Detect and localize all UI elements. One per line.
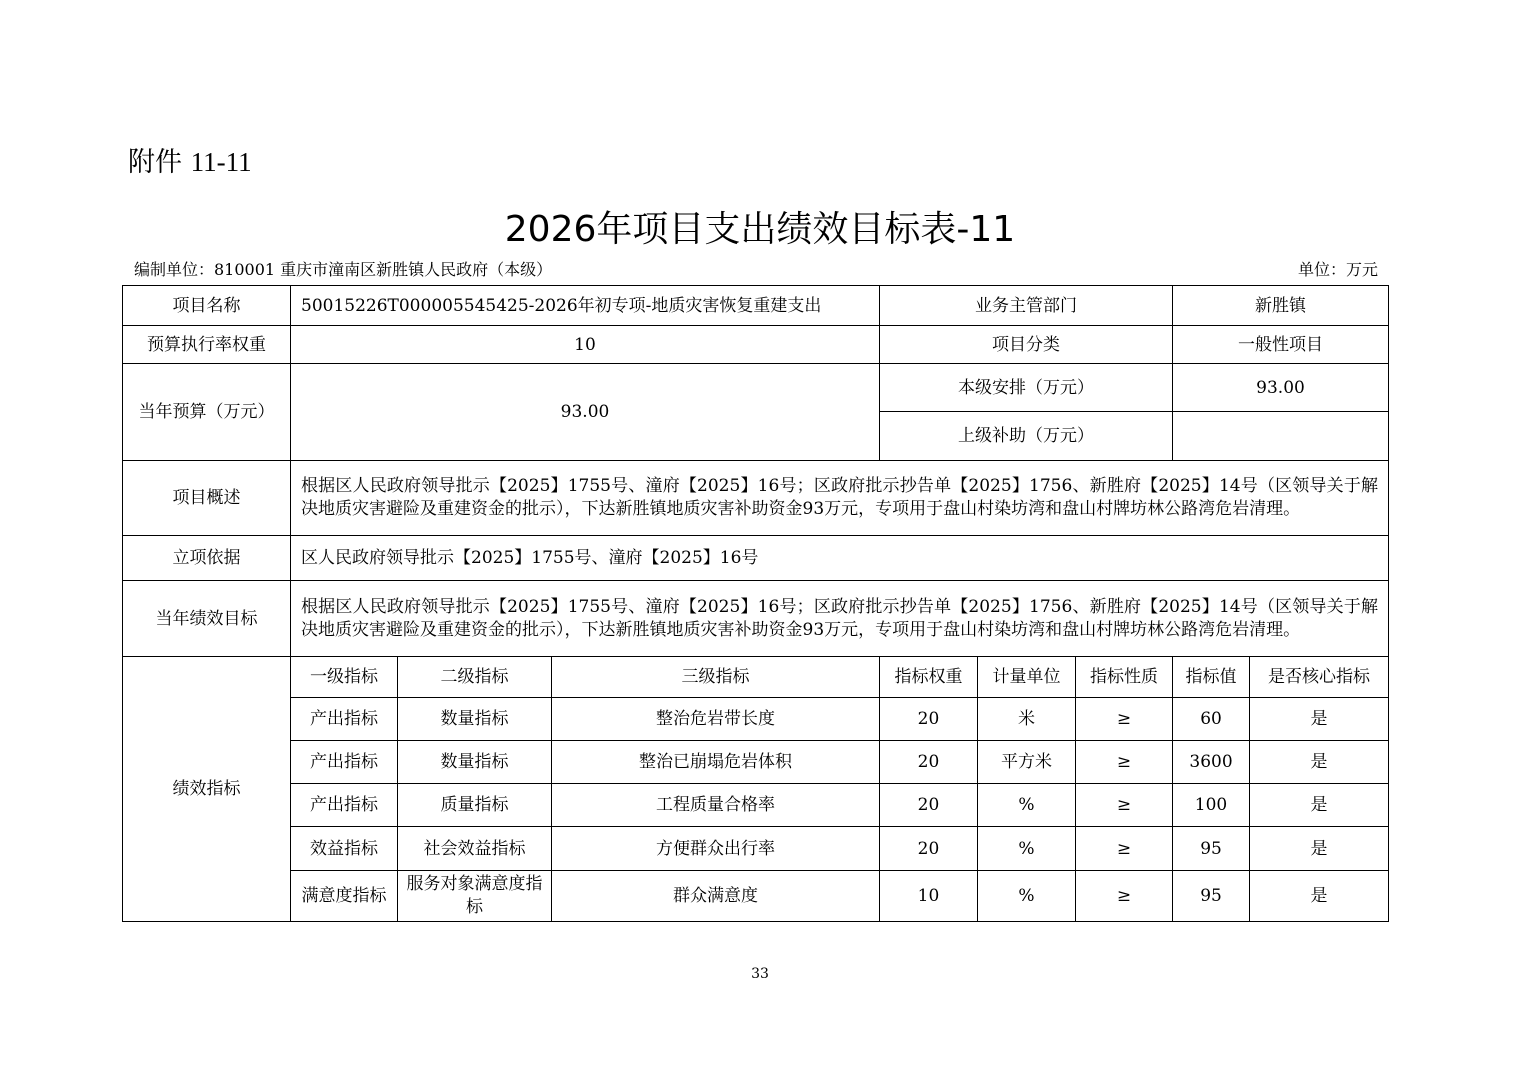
indicator-cell: 满意度指标	[291, 871, 398, 922]
header-cell: 计量单位	[978, 657, 1076, 698]
indicator-header-row	[123, 657, 1389, 698]
superior-label: 上级补助（万元）	[880, 412, 1173, 461]
indicator-cell: 是	[1250, 741, 1389, 784]
header-cell: 指标权重	[880, 657, 978, 698]
indicator-cell: 20	[880, 784, 978, 827]
indicator-cell: 服务对象满意度指标	[398, 871, 552, 922]
indicator-cell: 100	[1173, 784, 1250, 827]
header-cell: 是否核心指标	[1250, 657, 1389, 698]
category-label: 项目分类	[880, 326, 1173, 364]
goal-label: 当年绩效目标	[123, 581, 291, 657]
performance-table	[122, 285, 1389, 922]
row-budget	[123, 364, 1389, 412]
indicator-cell: 产出指标	[291, 741, 398, 784]
indicator-cell: %	[978, 871, 1076, 922]
indicator-cell: 数量指标	[398, 698, 552, 741]
indicator-cell: 社会效益指标	[398, 827, 552, 871]
dept-label: 业务主管部门	[880, 286, 1173, 326]
indicator-row	[123, 871, 1389, 922]
indicator-cell: 95	[1173, 827, 1250, 871]
basis-value: 区人民政府领导批示【2025】1755号、潼府【2025】16号	[291, 536, 1389, 581]
indicator-cell: 整治已崩塌危岩体积	[552, 741, 880, 784]
indicator-cell: 是	[1250, 827, 1389, 871]
indicator-cell: 平方米	[978, 741, 1076, 784]
indicator-cell: 群众满意度	[552, 871, 880, 922]
row-project-name	[123, 286, 1389, 326]
category-value: 一般性项目	[1173, 326, 1389, 364]
indicator-cell: 米	[978, 698, 1076, 741]
basis-label: 立项依据	[123, 536, 291, 581]
indicator-cell: ≥	[1076, 784, 1173, 827]
prepared-by: 编制单位：810001 重庆市潼南区新胜镇人民政府（本级）	[134, 260, 553, 279]
indicator-cell: 方便群众出行率	[552, 827, 880, 871]
indicators-label: 绩效指标	[123, 657, 291, 922]
indicator-cell: 产出指标	[291, 698, 398, 741]
indicator-cell: 10	[880, 871, 978, 922]
row-weight	[123, 326, 1389, 364]
row-goal	[123, 581, 1389, 657]
project-name-value: 50015226T000005545425-2026年初专项-地质灾害恢复重建支出	[291, 286, 880, 326]
indicator-cell: 20	[880, 827, 978, 871]
indicator-cell: 数量指标	[398, 741, 552, 784]
indicator-cell: %	[978, 827, 1076, 871]
overview-value: 根据区人民政府领导批示【2025】1755号、潼府【2025】16号；区政府批示抄告单【2025】1756、新胜府【2025】14号（区领导关于解决地质灾害避险及重建资金的批示），下达新胜镇地质灾害补助资金93万元，专项用于盘山村染坊湾和盘山村牌坊林公路湾危岩清理。	[291, 461, 1389, 536]
row-basis	[123, 536, 1389, 581]
indicator-cell: 整治危岩带长度	[552, 698, 880, 741]
header-cell: 指标值	[1173, 657, 1250, 698]
indicator-cell: 效益指标	[291, 827, 398, 871]
goal-value: 根据区人民政府领导批示【2025】1755号、潼府【2025】16号；区政府批示抄告单【2025】1756、新胜府【2025】14号（区领导关于解决地质灾害避险及重建资金的批示），下达新胜镇地质灾害补助资金93万元，专项用于盘山村染坊湾和盘山村牌坊林公路湾危岩清理。	[291, 581, 1389, 657]
overview-label: 项目概述	[123, 461, 291, 536]
indicator-row	[123, 784, 1389, 827]
dept-value: 新胜镇	[1173, 286, 1389, 326]
indicator-cell: 是	[1250, 871, 1389, 922]
indicator-cell: 是	[1250, 784, 1389, 827]
attachment-word: 附件	[128, 147, 182, 178]
header-cell: 三级指标	[552, 657, 880, 698]
attachment-number: 11-11	[190, 147, 252, 177]
indicator-cell: 质量指标	[398, 784, 552, 827]
superior-value	[1173, 412, 1389, 461]
indicator-cell: 是	[1250, 698, 1389, 741]
indicator-cell: 95	[1173, 871, 1250, 922]
weight-label: 预算执行率权重	[123, 326, 291, 364]
header-cell: 一级指标	[291, 657, 398, 698]
project-name-label: 项目名称	[123, 286, 291, 326]
indicator-row	[123, 741, 1389, 784]
page-number: 33	[751, 966, 769, 982]
indicator-cell: ≥	[1076, 871, 1173, 922]
header-cell: 二级指标	[398, 657, 552, 698]
local-label: 本级安排（万元）	[880, 364, 1173, 412]
header-cell: 指标性质	[1076, 657, 1173, 698]
indicator-cell: ≥	[1076, 741, 1173, 784]
indicator-row	[123, 698, 1389, 741]
indicator-cell: 工程质量合格率	[552, 784, 880, 827]
attachment-label	[128, 142, 252, 183]
unit-label: 单位：万元	[1297, 260, 1378, 279]
budget-label: 当年预算（万元）	[123, 364, 291, 461]
indicator-cell: %	[978, 784, 1076, 827]
indicator-cell: 20	[880, 741, 978, 784]
indicator-cell: 60	[1173, 698, 1250, 741]
page-title: 2026年项目支出绩效目标表-11	[504, 209, 1016, 250]
weight-value: 10	[291, 326, 880, 364]
row-overview	[123, 461, 1389, 536]
local-value: 93.00	[1173, 364, 1389, 412]
indicator-cell: 产出指标	[291, 784, 398, 827]
header-line	[134, 258, 1378, 282]
budget-value: 93.00	[291, 364, 880, 461]
indicator-cell: 3600	[1173, 741, 1250, 784]
indicator-cell: 20	[880, 698, 978, 741]
indicator-row	[123, 827, 1389, 871]
indicator-cell: ≥	[1076, 827, 1173, 871]
indicator-cell: ≥	[1076, 698, 1173, 741]
